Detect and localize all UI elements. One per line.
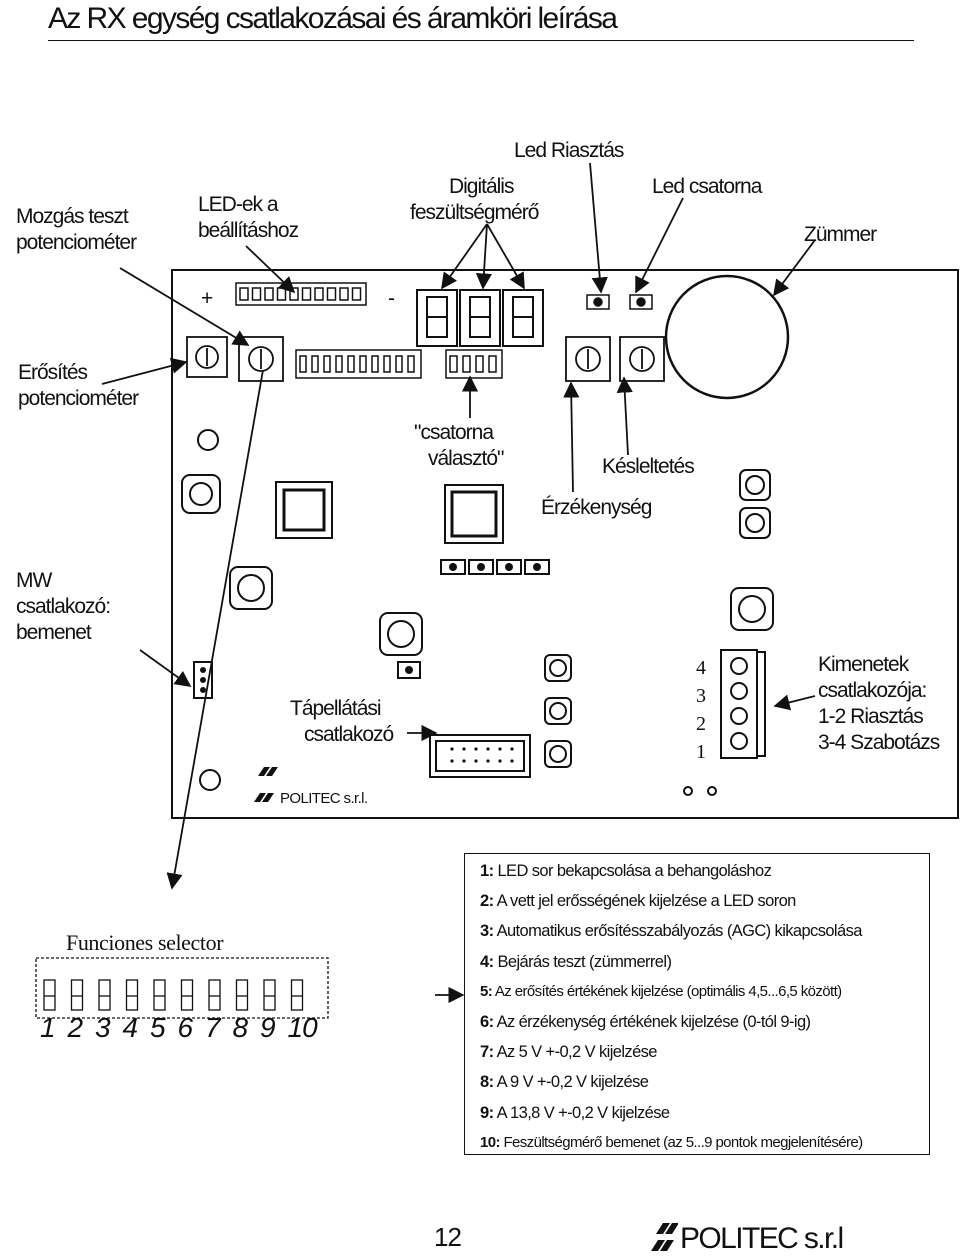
- power-pin: [486, 759, 489, 762]
- legend-text: LED sor bekapcsolása a behangoláshoz: [497, 862, 772, 880]
- legend-item: [480, 892, 796, 911]
- selector-switch-cell: [292, 980, 303, 1010]
- legend-item: [480, 1134, 863, 1151]
- selector-switch-cell: [182, 980, 193, 1010]
- selector-switch-cell: [44, 980, 55, 1010]
- label-mw: MW csatlakozó: bemenet: [16, 569, 111, 644]
- label-kesleltetes: Késleltetés: [602, 455, 694, 478]
- label-led-riasztas: Led Riasztás: [514, 139, 624, 162]
- legend-text: A 13,8 V +-0,2 V kijelzése: [496, 1103, 670, 1122]
- legend-number: 8:: [480, 1073, 494, 1092]
- selector-switch-cell: [264, 980, 275, 1010]
- power-pin: [474, 759, 477, 762]
- power-pin: [510, 747, 513, 750]
- label-led-ek: LED-ek a beállításhoz: [198, 193, 299, 242]
- selector-number: 10: [287, 1012, 317, 1043]
- legend-item: [480, 1073, 648, 1092]
- legend-text: Automatikus erősítésszabályozás (AGC) kikapcsolása: [496, 922, 862, 941]
- power-pin: [450, 747, 453, 750]
- legend-number: 9:: [480, 1103, 494, 1122]
- selector-number: 8: [232, 1012, 248, 1043]
- footer-brand: POLITEC s.r.l: [680, 1222, 843, 1255]
- selector-switch-cell: [154, 980, 165, 1010]
- legend-item: [480, 1104, 669, 1123]
- selector-number: 5: [150, 1012, 165, 1043]
- label-erosites: Erősítés potenciométer: [18, 361, 139, 410]
- power-pin: [510, 759, 513, 762]
- power-pin: [486, 747, 489, 750]
- page-number: 12: [434, 1222, 461, 1252]
- pcb-plus-sign: +: [201, 287, 213, 310]
- selector-number: 9: [260, 1012, 275, 1043]
- legend-text: Bejárás teszt (zümmerrel): [497, 952, 672, 971]
- title-divider: [48, 40, 914, 41]
- selector-number: 1: [40, 1012, 55, 1043]
- pcb-brand: POLITEC s.r.l.: [280, 790, 368, 807]
- label-mozgasteszt: Mozgás teszt potenciométer: [16, 205, 137, 254]
- label-erzekenyseg: Érzékenység: [541, 496, 652, 519]
- selector-number: 3: [95, 1012, 110, 1043]
- legend-text: Az 5 V +-0,2 V kijelzése: [496, 1043, 657, 1062]
- label-kimenetek: Kimenetek csatlakozója: 1-2 Riasztás 3-4 Szabotázs: [818, 653, 940, 754]
- label-csatorna-valaszto: "csatorna választó": [414, 421, 504, 470]
- legend-number: 4:: [480, 952, 494, 971]
- power-pin: [498, 747, 501, 750]
- selector-number: 7: [205, 1012, 220, 1043]
- power-pin: [498, 759, 501, 762]
- legend-text: Az érzékenység értékének kijelzése (0-tól 9-ig): [496, 1013, 811, 1031]
- legend-number: 6:: [480, 1013, 494, 1031]
- legend-item: [480, 953, 671, 972]
- selector-number: 4: [122, 1012, 138, 1043]
- selector-switch-cell: [237, 980, 248, 1010]
- output-pin-numbers: 4 3 2 1: [696, 657, 705, 763]
- label-tapellatasi: Tápellátási csatlakozó: [290, 697, 394, 746]
- selector-switch-cell: [72, 980, 83, 1010]
- legend-item: [480, 1043, 657, 1062]
- power-pin: [450, 759, 453, 762]
- selector-number: 6: [177, 1012, 193, 1043]
- legend-number: 5:: [480, 982, 493, 1000]
- legend-item: [480, 862, 771, 881]
- selector-switch-cell: [99, 980, 110, 1010]
- legend-number: 10:: [480, 1133, 500, 1151]
- legend-number: 2:: [480, 892, 494, 911]
- legend-text: Az erősítés értékének kijelzése (optimális 4,5...6,5 között): [494, 982, 842, 1000]
- power-pin: [462, 759, 465, 762]
- selector-number: 2: [67, 1012, 83, 1043]
- legend-text: A vett jel erősségének kijelzése a LED soron: [496, 892, 796, 911]
- functions-selector-switch: [36, 958, 328, 1018]
- label-led-csatorna: Led csatorna: [652, 175, 762, 198]
- legend-number: 7:: [480, 1043, 494, 1062]
- legend-number: 3:: [480, 922, 494, 941]
- legend-item: [480, 1013, 810, 1032]
- footer-logo-mark: [648, 1220, 678, 1252]
- page-title: Az RX egység csatlakozásai és áramköri leírása: [48, 2, 617, 35]
- legend-text: A 9 V +-0,2 V kijelzése: [496, 1073, 649, 1092]
- legend-number: 1:: [480, 862, 494, 880]
- power-pin: [474, 747, 477, 750]
- label-zummer: Zümmer: [804, 223, 877, 246]
- legend-text: Feszültségmérő bemenet (az 5...9 pontok megjelenítésére): [503, 1133, 863, 1151]
- selector-title: Funciones selector: [66, 930, 224, 955]
- label-digitalis: Digitális feszültségmérő: [410, 175, 539, 224]
- selector-switch-cell: [209, 980, 220, 1010]
- power-pin: [462, 747, 465, 750]
- legend-item: [480, 922, 862, 941]
- selector-switch-cell: [127, 980, 138, 1010]
- pcb-minus-sign: -: [388, 287, 394, 310]
- legend-item: [480, 983, 842, 1000]
